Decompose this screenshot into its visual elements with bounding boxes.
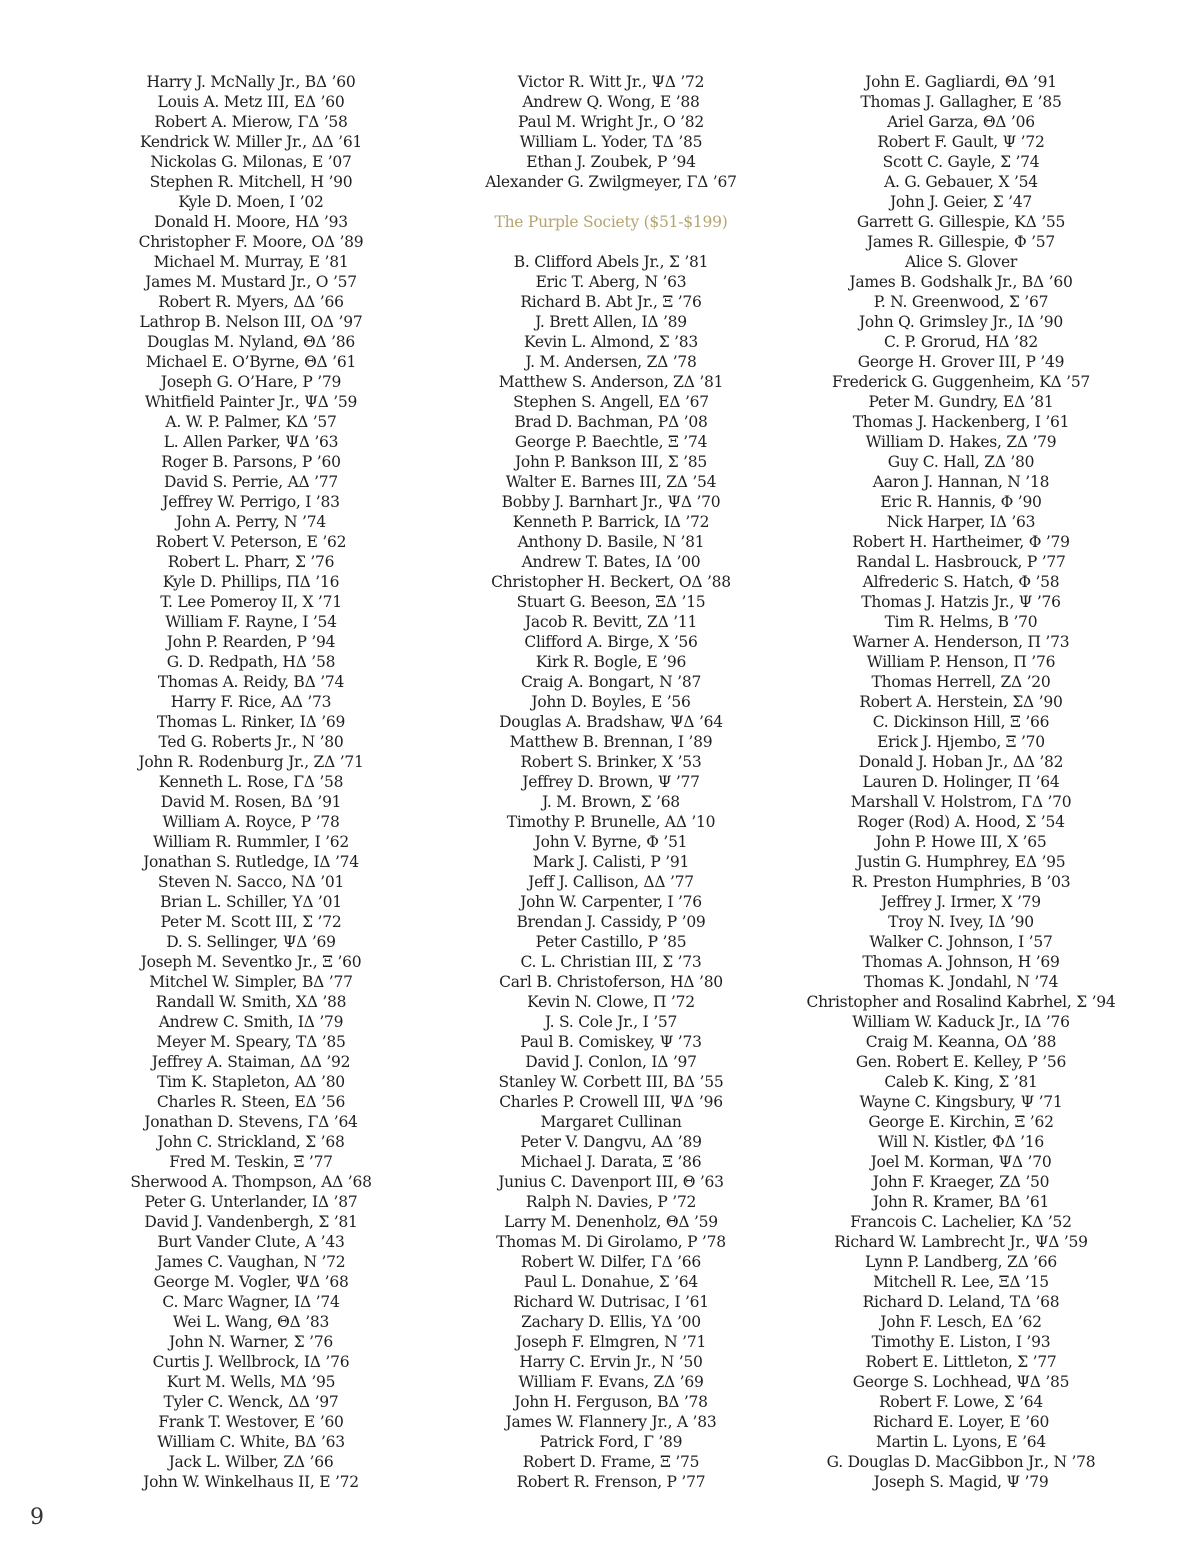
donor-name: Robert F. Lowe, Σ ’64 [878, 1393, 1044, 1411]
donor-name: Eric T. Aberg, N ’63 [535, 273, 687, 291]
donor-name: Harry F. Rice, AΔ ’73 [170, 693, 332, 711]
donor-name: Lynn P. Landberg, ZΔ ’66 [864, 1253, 1058, 1271]
donor-name: Peter V. Dangvu, AΔ ’89 [520, 1133, 702, 1151]
donor-name: Andrew T. Bates, IΔ ’00 [521, 553, 701, 571]
donor-name: Jonathan D. Stevens, ΓΔ ’64 [144, 1113, 358, 1131]
donor-name: Kirk R. Bogle, E ’96 [535, 653, 687, 671]
donor-name: Ralph N. Davies, P ’72 [525, 1193, 697, 1211]
donor-name: J. M. Brown, Σ ’68 [542, 793, 680, 811]
donor-name: Wei L. Wang, ΘΔ ’83 [172, 1313, 330, 1331]
donor-name: John N. Warner, Σ ’76 [168, 1333, 334, 1351]
donor-name: Robert H. Hartheimer, Φ ’79 [852, 533, 1070, 551]
donor-name: George S. Lochhead, ΨΔ ’85 [852, 1373, 1070, 1391]
donor-name: Charles P. Crowell III, ΨΔ ’96 [499, 1093, 723, 1111]
donor-name: C. P. Grorud, HΔ ’82 [884, 333, 1038, 351]
donor-name: Ted G. Roberts Jr., N ’80 [158, 733, 344, 751]
donor-name: Sherwood A. Thompson, AΔ ’68 [130, 1173, 372, 1191]
donor-name: Michael E. O’Byrne, ΘΔ ’61 [145, 353, 357, 371]
donor-name: Guy C. Hall, ZΔ ’80 [887, 453, 1035, 471]
donor-name: Clifford A. Birge, X ’56 [524, 633, 698, 651]
donor-name: Caleb K. King, Σ ’81 [884, 1073, 1038, 1091]
donor-name: Erick J. Hjembo, Ξ ’70 [877, 733, 1045, 751]
donor-name: Stephen R. Mitchell, H ’90 [149, 173, 353, 191]
donor-name: G. Douglas D. MacGibbon Jr., N ’78 [826, 1453, 1096, 1471]
donor-name: John W. Winkelhaus II, E ’72 [143, 1473, 359, 1491]
donor-name: William R. Rummler, I ’62 [152, 833, 350, 851]
donor-name: Junius C. Davenport III, Θ ’63 [498, 1173, 724, 1191]
donor-name: Richard B. Abt Jr., Ξ ’76 [520, 293, 702, 311]
donor-name: Thomas Herrell, ZΔ ’20 [871, 673, 1051, 691]
donor-name: John V. Byrne, Φ ’51 [534, 833, 688, 851]
donor-name: Kevin L. Almond, Σ ’83 [523, 333, 699, 351]
donor-name: John P. Rearden, P ’94 [166, 633, 336, 651]
donor-name: Kyle D. Moen, I ’02 [178, 193, 324, 211]
donor-name: Andrew C. Smith, IΔ ’79 [158, 1013, 344, 1031]
donor-name: Paul L. Donahue, Σ ’64 [524, 1273, 698, 1291]
purple-society-donor-list [416, 252, 806, 1492]
donor-name: George M. Vogler, ΨΔ ’68 [153, 1273, 349, 1291]
donor-name: Garrett G. Gillespie, KΔ ’55 [856, 213, 1066, 231]
donor-name: Victor R. Witt Jr., ΨΔ ’72 [517, 73, 705, 91]
donor-name: Joel M. Korman, ΨΔ ’70 [870, 1153, 1052, 1171]
donor-name: T. Lee Pomeroy II, X ’71 [160, 593, 342, 611]
donor-name: J. M. Andersen, ZΔ ’78 [525, 353, 697, 371]
donor-name: Robert L. Pharr, Σ ’76 [167, 553, 335, 571]
donor-list-continued [416, 72, 806, 192]
donor-name: David M. Rosen, BΔ ’91 [160, 793, 342, 811]
donor-name: William C. White, BΔ ’63 [157, 1433, 345, 1451]
donor-name: Joseph M. Seventko Jr., Ξ ’60 [140, 953, 362, 971]
donor-name: Jeffrey J. Irmer, X ’79 [881, 893, 1041, 911]
donor-name: Brendan J. Cassidy, P ’09 [516, 913, 706, 931]
donor-name: James B. Godshalk Jr., BΔ ’60 [849, 273, 1073, 291]
donor-name: Timothy E. Liston, I ’93 [871, 1333, 1051, 1351]
donor-name: Andrew Q. Wong, E ’88 [522, 93, 700, 111]
donor-name: Ethan J. Zoubek, P ’94 [526, 153, 696, 171]
donor-name: Jacob R. Bevitt, ZΔ ’11 [524, 613, 698, 631]
donor-name: Frederick G. Guggenheim, KΔ ’57 [831, 373, 1091, 391]
donor-column-3 [766, 72, 1156, 1492]
donor-name: Kurt M. Wells, MΔ ’95 [166, 1373, 336, 1391]
donor-name: James R. Gillespie, Φ ’57 [866, 233, 1056, 251]
donor-name: Peter G. Unterlander, IΔ ’87 [144, 1193, 358, 1211]
donor-name: A. W. P. Palmer, KΔ ’57 [165, 413, 337, 431]
donor-name: Lauren D. Holinger, Π ’64 [862, 773, 1060, 791]
donor-name: Roger B. Parsons, P ’60 [161, 453, 341, 471]
donor-name: Burt Vander Clute, A ’43 [157, 1233, 345, 1251]
donor-name: John Q. Grimsley Jr., IΔ ’90 [858, 313, 1064, 331]
donor-name: Scott C. Gayle, Σ ’74 [882, 153, 1040, 171]
donor-name: John P. Howe III, X ’65 [875, 833, 1047, 851]
donor-name: C. L. Christian III, Σ ’73 [520, 953, 702, 971]
donor-name: James C. Vaughan, N ’72 [156, 1253, 346, 1271]
donor-name: Tim R. Helms, B ’70 [884, 613, 1038, 631]
donor-name: Peter M. Scott III, Σ ’72 [160, 913, 342, 931]
donor-name: John F. Lesch, EΔ ’62 [880, 1313, 1042, 1331]
donor-name: B. Clifford Abels Jr., Σ ’81 [513, 253, 709, 271]
donor-name: Aaron J. Hannan, N ’18 [872, 473, 1050, 491]
donor-name: Stuart G. Beeson, ΞΔ ’15 [516, 593, 706, 611]
donor-name: John C. Strickland, Σ ’68 [157, 1133, 345, 1151]
donor-name: Thomas M. Di Girolamo, P ’78 [496, 1233, 726, 1251]
donor-name: C. Dickinson Hill, Ξ ’66 [872, 713, 1050, 731]
donor-name: James W. Flannery Jr., A ’83 [505, 1413, 717, 1431]
donor-name: David J. Conlon, IΔ ’97 [525, 1053, 697, 1071]
donor-name: Robert D. Frame, Ξ ’75 [522, 1453, 700, 1471]
donor-name: John A. Perry, N ’74 [176, 513, 326, 531]
donor-name: Christopher H. Beckert, OΔ ’88 [491, 573, 731, 591]
donor-name: Stephen S. Angell, EΔ ’67 [513, 393, 709, 411]
donor-name: Robert F. Gault, Ψ ’72 [877, 133, 1045, 151]
donor-name: Larry M. Denenholz, ΘΔ ’59 [504, 1213, 718, 1231]
donor-name: Marshall V. Holstrom, ΓΔ ’70 [850, 793, 1072, 811]
donor-name: Mark J. Calisti, P ’91 [532, 853, 690, 871]
donor-name: Jeffrey W. Perrigo, I ’83 [162, 493, 340, 511]
donor-name: William F. Rayne, I ’54 [165, 613, 337, 631]
donor-name: Robert V. Peterson, E ’62 [155, 533, 347, 551]
donor-name: Robert R. Frenson, P ’77 [516, 1473, 706, 1491]
donor-name: Alexander G. Zwilgmeyer, ΓΔ ’67 [485, 173, 737, 191]
donor-name: Peter M. Gundry, EΔ ’81 [868, 393, 1054, 411]
donor-name: George P. Baechtle, Ξ ’74 [514, 433, 708, 451]
donor-name: Michael M. Murray, E ’81 [153, 253, 349, 271]
donor-name: Thomas J. Hatzis Jr., Ψ ’76 [861, 593, 1061, 611]
donor-name: George E. Kirchin, Ξ ’62 [868, 1113, 1054, 1131]
donor-name: Meyer M. Speary, TΔ ’85 [156, 1033, 346, 1051]
donor-name: Matthew S. Anderson, ZΔ ’81 [498, 373, 724, 391]
donor-name: Donald H. Moore, HΔ ’93 [154, 213, 348, 231]
donor-name: Margaret Cullinan [540, 1113, 682, 1131]
donor-name: Paul B. Comiskey, Ψ ’73 [520, 1033, 702, 1051]
donor-name: Thomas A. Johnson, H ’69 [862, 953, 1060, 971]
donor-name: Douglas A. Bradshaw, ΨΔ ’64 [499, 713, 723, 731]
donor-name: George H. Grover III, P ’49 [857, 353, 1065, 371]
donor-name: Joseph F. Elmgren, N ’71 [515, 1333, 707, 1351]
donor-name: Justin G. Humphrey, EΔ ’95 [856, 853, 1066, 871]
donor-name: Thomas A. Reidy, BΔ ’74 [157, 673, 345, 691]
donor-name: David S. Perrie, AΔ ’77 [163, 473, 339, 491]
donor-name: David J. Vandenbergh, Σ ’81 [144, 1213, 358, 1231]
donor-name: Craig M. Keanna, OΔ ’88 [865, 1033, 1057, 1051]
donor-name: Brian L. Schiller, YΔ ’01 [160, 893, 342, 911]
donor-name: Steven N. Sacco, NΔ ’01 [157, 873, 345, 891]
donor-name: Eric R. Hannis, Φ ’90 [880, 493, 1042, 511]
donor-name: Nick Harper, IΔ ’63 [886, 513, 1036, 531]
donor-name: William A. Royce, P ’78 [162, 813, 340, 831]
donor-column-2 [416, 72, 806, 1492]
donor-name: Randall W. Smith, XΔ ’88 [155, 993, 347, 1011]
donor-name: Zachary D. Ellis, YΔ ’00 [521, 1313, 701, 1331]
donor-name: Douglas M. Nyland, ΘΔ ’86 [147, 333, 355, 351]
donor-name: Randal L. Hasbrouck, P ’77 [856, 553, 1066, 571]
donor-name: Mitchell R. Lee, ΞΔ ’15 [873, 1273, 1049, 1291]
donor-name: Robert A. Herstein, ΣΔ ’90 [859, 693, 1063, 711]
donor-name: Stanley W. Corbett III, BΔ ’55 [498, 1073, 724, 1091]
donor-name: Michael J. Darata, Ξ ’86 [520, 1153, 702, 1171]
donor-name: Kenneth L. Rose, ΓΔ ’58 [158, 773, 344, 791]
donor-column-1 [56, 72, 446, 1492]
donor-name: John R. Rodenburg Jr., ZΔ ’71 [138, 753, 364, 771]
donor-name: John J. Geier, Σ ’47 [889, 193, 1033, 211]
donor-name: Richard W. Lambrecht Jr., ΨΔ ’59 [834, 1233, 1088, 1251]
donor-name: Harry J. McNally Jr., BΔ ’60 [146, 73, 356, 91]
donor-name: Martin L. Lyons, E ’64 [875, 1433, 1047, 1451]
donor-name: William P. Henson, Π ’76 [866, 653, 1056, 671]
donor-name: Kyle D. Phillips, ΠΔ ’16 [162, 573, 340, 591]
donor-name: J. Brett Allen, IΔ ’89 [535, 313, 687, 331]
donor-name: Curtis J. Wellbrock, IΔ ’76 [152, 1353, 350, 1371]
donor-name: Kevin N. Clowe, Π ’72 [527, 993, 695, 1011]
page-number: 9 [30, 1505, 44, 1530]
donor-name: Gen. Robert E. Kelley, P ’56 [855, 1053, 1067, 1071]
donor-name: William W. Kaduck Jr., IΔ ’76 [852, 1013, 1070, 1031]
donor-name: Frank T. Westover, E ’60 [158, 1413, 344, 1431]
donor-name: Roger (Rod) A. Hood, Σ ’54 [857, 813, 1065, 831]
donor-name: Robert A. Mierow, ΓΔ ’58 [154, 113, 348, 131]
donor-name: Richard D. Leland, TΔ ’68 [862, 1293, 1060, 1311]
donor-name: Craig A. Bongart, N ’87 [520, 673, 702, 691]
donor-name: Tyler C. Wenck, ΔΔ ’97 [163, 1393, 339, 1411]
donor-name: Mitchel W. Simpler, BΔ ’77 [149, 973, 353, 991]
donor-name: Louis A. Metz III, EΔ ’60 [157, 93, 345, 111]
donor-name: Kenneth P. Barrick, IΔ ’72 [512, 513, 710, 531]
donor-name: Wayne C. Kingsbury, Ψ ’71 [859, 1093, 1063, 1111]
donor-name: John W. Carpenter, I ’76 [520, 893, 702, 911]
donor-name: Thomas J. Hackenberg, I ’61 [852, 413, 1070, 431]
donor-name: Harry C. Ervin Jr., N ’50 [519, 1353, 703, 1371]
donor-name: Robert W. Dilfer, ΓΔ ’66 [520, 1253, 702, 1271]
donor-name: G. D. Redpath, HΔ ’58 [166, 653, 336, 671]
donor-name: Richard W. Dutrisac, I ’61 [513, 1293, 709, 1311]
donor-name: Matthew B. Brennan, I ’89 [509, 733, 713, 751]
donor-name: William D. Hakes, ZΔ ’79 [865, 433, 1057, 451]
donor-name: P. N. Greenwood, Σ ’67 [873, 293, 1049, 311]
donor-name: Tim K. Stapleton, AΔ ’80 [157, 1073, 345, 1091]
donor-name: Troy N. Ivey, IΔ ’90 [888, 913, 1034, 931]
donor-name: A. G. Gebauer, X ’54 [884, 173, 1038, 191]
donor-name: Christopher F. Moore, OΔ ’89 [138, 233, 364, 251]
donor-name: Fred M. Teskin, Ξ ’77 [169, 1153, 333, 1171]
donor-name: Will N. Kistler, ΦΔ ’16 [877, 1133, 1045, 1151]
donor-name: William F. Evans, ZΔ ’69 [518, 1373, 704, 1391]
donor-name: Alfrederic S. Hatch, Φ ’58 [862, 573, 1060, 591]
donor-name: John H. Ferguson, BΔ ’78 [514, 1393, 708, 1411]
donor-name: Joseph G. O’Hare, P ’79 [160, 373, 342, 391]
donor-name: Jeffrey D. Brown, Ψ ’77 [522, 773, 700, 791]
donor-name: Robert S. Brinker, X ’53 [520, 753, 702, 771]
donor-name: Lathrop B. Nelson III, OΔ ’97 [139, 313, 363, 331]
donor-name: Timothy P. Brunelle, AΔ ’10 [506, 813, 716, 831]
donor-name: Walter E. Barnes III, ZΔ ’54 [505, 473, 717, 491]
donor-name: Kendrick W. Miller Jr., ΔΔ ’61 [139, 133, 363, 151]
donor-name: John F. Kraeger, ZΔ ’50 [872, 1173, 1050, 1191]
donor-name: James M. Mustard Jr., O ’57 [145, 273, 357, 291]
donor-name: Alice S. Glover [904, 253, 1018, 271]
donor-name: Warner A. Henderson, Π ’73 [852, 633, 1070, 651]
donor-name: J. S. Cole Jr., I ’57 [544, 1013, 678, 1031]
donor-name: Jack L. Wilber, ZΔ ’66 [168, 1453, 334, 1471]
donor-name: Charles R. Steen, EΔ ’56 [156, 1093, 346, 1111]
donor-name: Paul M. Wright Jr., O ’82 [518, 113, 704, 131]
donor-name: Thomas L. Rinker, IΔ ’69 [156, 713, 346, 731]
donor-name: Bobby J. Barnhart Jr., ΨΔ ’70 [501, 493, 721, 511]
donor-name: Jonathan S. Rutledge, IΔ ’74 [143, 853, 359, 871]
section-heading-purple-society: The Purple Society ($51-$199) [494, 213, 728, 231]
donor-name: John E. Gagliardi, ΘΔ ’91 [865, 73, 1057, 91]
donor-name: Richard E. Loyer, E ’60 [872, 1413, 1050, 1431]
donor-name: C. Marc Wagner, IΔ ’74 [162, 1293, 340, 1311]
donor-name: Christopher and Rosalind Kabrhel, Σ ’94 [806, 993, 1116, 1011]
donor-name: Robert R. Myers, ΔΔ ’66 [158, 293, 344, 311]
donor-name: D. S. Sellinger, ΨΔ ’69 [166, 933, 336, 951]
donor-name: Ariel Garza, ΘΔ ’06 [887, 113, 1035, 131]
donor-name: Walker C. Johnson, I ’57 [869, 933, 1053, 951]
donor-name: John P. Bankson III, Σ ’85 [514, 453, 708, 471]
donor-name: Jeff J. Callison, ΔΔ ’77 [528, 873, 694, 891]
donor-name: Thomas K. Jondahl, N ’74 [863, 973, 1059, 991]
donor-name: John D. Boyles, E ’56 [531, 693, 691, 711]
donor-name: R. Preston Humphries, B ’03 [851, 873, 1071, 891]
donor-name: Joseph S. Magid, Ψ ’79 [873, 1473, 1049, 1491]
donor-name: Patrick Ford, Γ ’89 [539, 1433, 683, 1451]
donor-name: Thomas J. Gallagher, E ’85 [860, 93, 1062, 111]
donor-name: Brad D. Bachman, PΔ ’08 [514, 413, 708, 431]
donor-name: Whitfield Painter Jr., ΨΔ ’59 [144, 393, 358, 411]
donor-name: Francois C. Lachelier, KΔ ’52 [850, 1213, 1072, 1231]
donor-name: Nickolas G. Milonas, E ’07 [150, 153, 352, 171]
donor-name: Peter Castillo, P ’85 [535, 933, 687, 951]
donor-name: L. Allen Parker, ΨΔ ’63 [163, 433, 339, 451]
donor-name: Carl B. Christoferson, HΔ ’80 [499, 973, 723, 991]
donor-name: John R. Kramer, BΔ ’61 [872, 1193, 1050, 1211]
donor-name: Jeffrey A. Staiman, ΔΔ ’92 [151, 1053, 351, 1071]
donor-name: Robert E. Littleton, Σ ’77 [865, 1353, 1057, 1371]
donor-name: Anthony D. Basile, N ’81 [517, 533, 705, 551]
donor-name: William L. Yoder, TΔ ’85 [519, 133, 703, 151]
donor-name: Donald J. Hoban Jr., ΔΔ ’82 [858, 753, 1064, 771]
